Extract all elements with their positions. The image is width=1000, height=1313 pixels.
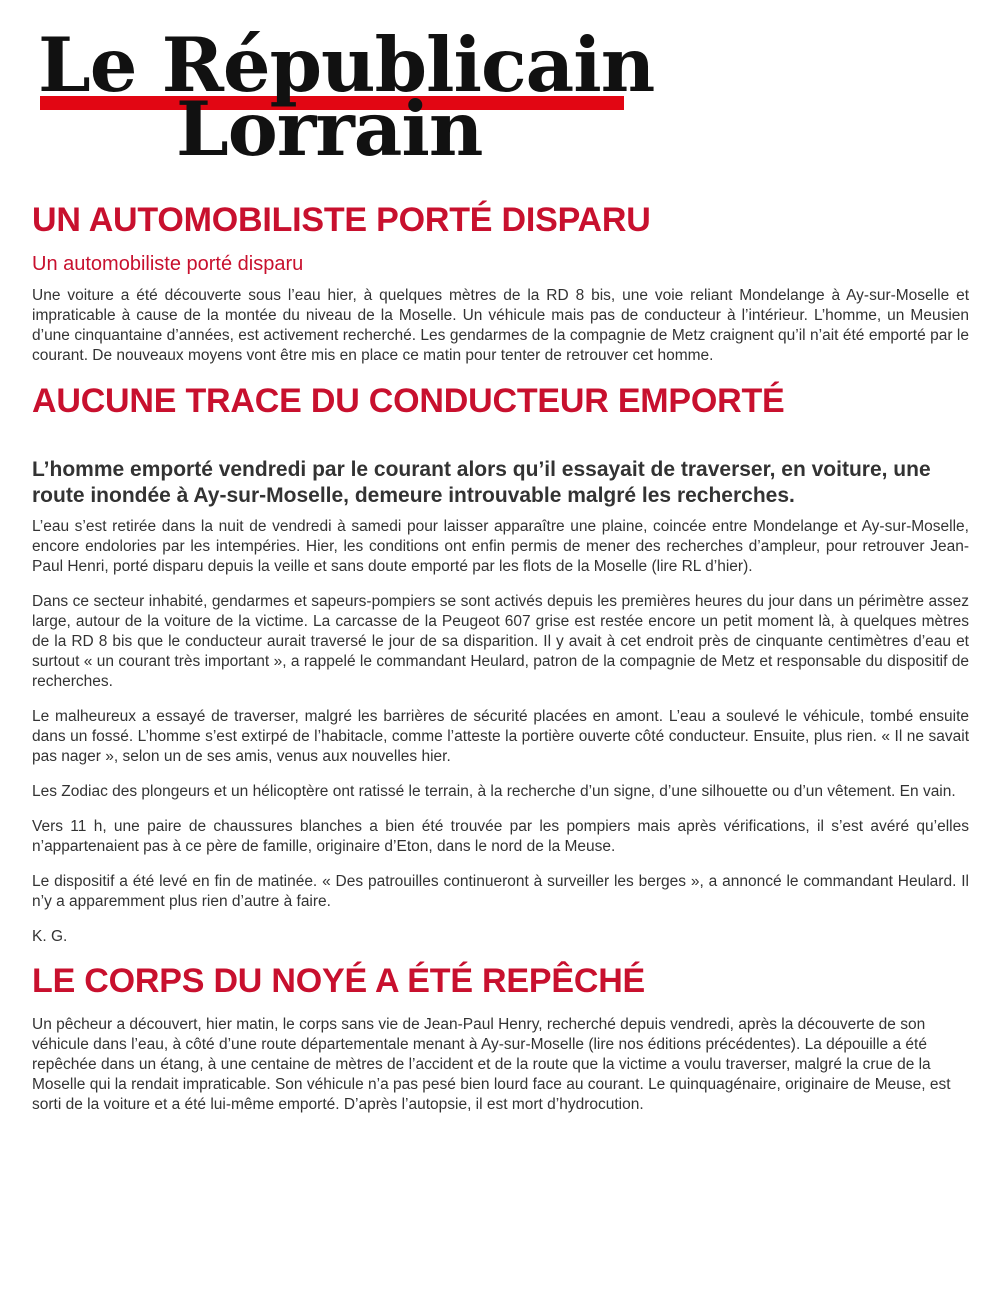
article-2-paragraph: L’eau s’est retirée dans la nuit de vendredi à samedi pour laisser apparaître une plaine, coincée entre Mondelange et Ay-sur-Moselle, encore endolories par les intempéries. Hier, les conditions ont enfin permis de mener des recherches d’ampleur, pour retrouver Jean-Paul Henri, porté disparu depuis la veille et sans doute emporté par les flots de la Moselle (lire RL d’hier). — [32, 518, 969, 575]
article-2-paragraph: Dans ce secteur inhabité, gendarmes et sapeurs-pompiers se sont activés depuis les premières heures du jour dans un périmètre assez large, autour de la voiture de la victime. La carcasse de la Peugeot 607 grise est restée encore un petit moment là, à quelques mètres de la RD 8 bis que le conducteur aurait traversé le jour de sa disparition. Il y avait à cet endroit près de cinquante centimètres d’eau et surtout « un courant très important », a rappelé le commandant Heulard, patron de la compagnie de Metz et responsable du dispositif de recherches. — [32, 593, 969, 690]
article-2-paragraph: Le malheureux a essayé de traverser, malgré les barrières de sécurité placées en amont. L’eau a soulevé le véhicule, tombé ensuite dans un fossé. L’homme s’est extirpé de l’habitacle, comme l’atteste la portière ouverte côté conducteur. Ensuite, plus rien. « Il ne savait pas nager », selon un de ses amis, venus aux nouvelles hier. — [32, 708, 969, 765]
masthead-line2: Lorrain — [176, 85, 483, 173]
article-2-signature: K. G. — [32, 928, 68, 945]
article-1-body: Une voiture a été découverte sous l’eau hier, à quelques mètres de la RD 8 bis, une voie reliant Mondelange à Ay-sur-Moselle et impraticable à cause de la montée du niveau de la Moselle. Un véhicule mais pas de conducteur à l’intérieur. L’homme, un Meusien d’une cinquantaine d’années, est activement recherché. Les gendarmes de la compagnie de Metz craignent qu’il n’ait été emporté par le courant. De nouveaux moyens vont être mis en place ce matin pour tenter de retrouver cet homme. — [32, 287, 969, 364]
article-2-paragraph: Vers 11 h, une paire de chaussures blanches a bien été trouvée par les pompiers mais après vérifications, il s’est avéré qu’elles n’appartenaient pas à ce père de famille, originaire d’Eton, dans le nord de la Meuse. — [32, 818, 969, 855]
article-2-lead: L’homme emporté vendredi par le courant alors qu’il essayait de traverser, en voiture, une route inondée à Ay-sur-Moselle, demeure introuvable malgré les recherches. — [32, 458, 931, 507]
article-content — [32, 200, 969, 1130]
article-3-headline: LE CORPS DU NOYÉ A ÉTÉ REPÊCHÉ — [32, 962, 646, 1000]
article-1-headline: UN AUTOMOBILISTE PORTÉ DISPARU — [32, 201, 651, 239]
masthead-logo — [38, 21, 655, 173]
masthead-line1: Le Républicain — [38, 21, 655, 109]
article-3-body: Un pêcheur a découvert, hier matin, le corps sans vie de Jean-Paul Henry, recherché depuis vendredi, après la découverte de son véhicule dans l’eau, à côté d’une route départementale menant à Ay-sur-Moselle (lire nos éditions précédentes). La dépouille a été repêchée dans un étang, à une centaine de mètres de l’accident et de la route que la victime a voulu traverser, malgré la crue de la Moselle qui la rendait impraticable. Son véhicule n’a pas pesé bien lourd face au courant. Le quinquagénaire, originaire de Meuse, est sorti de la voiture et a été lui-même emporté. D’après l’autopsie, il est mort d’hydrocution. — [32, 1016, 951, 1113]
article-2-paragraph: Les Zodiac des plongeurs et un hélicoptère ont ratissé le terrain, à la recherche d’un signe, d’une silhouette ou d’un vêtement. En vain. — [32, 783, 956, 800]
article-3 — [32, 961, 969, 1115]
article-2-headline: AUCUNE TRACE DU CONDUCTEUR EMPORTÉ — [32, 382, 785, 420]
article-2-paragraph: Le dispositif a été levé en fin de matinée. « Des patrouilles continueront à surveiller les berges », a annoncé le commandant Heulard. Il n’y a apparemment plus rien d’autre à faire. — [32, 873, 969, 910]
article-1 — [32, 200, 969, 366]
article-1-subhead: Un automobiliste porté disparu — [32, 253, 304, 275]
article-2 — [32, 381, 969, 947]
